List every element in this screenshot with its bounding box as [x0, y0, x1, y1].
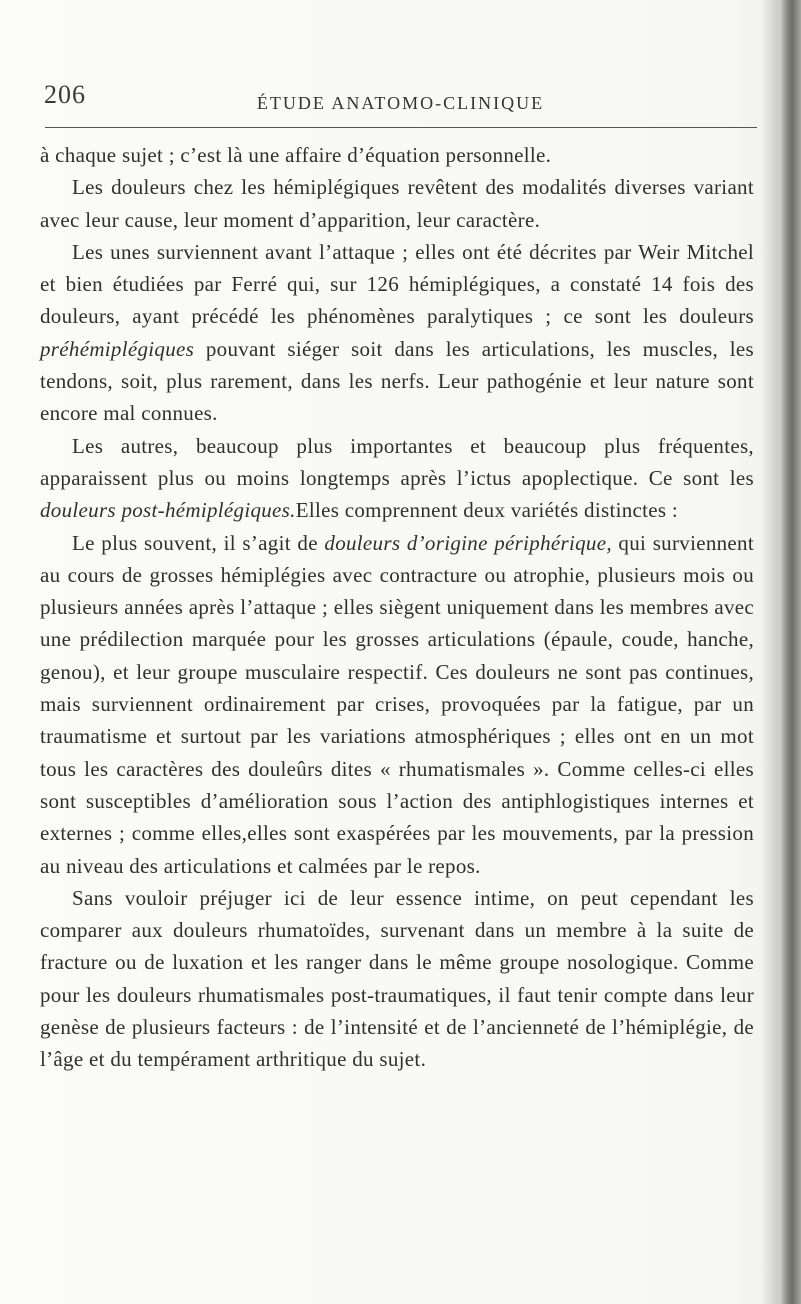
- binding-edge: [779, 0, 801, 1304]
- running-head: ÉTUDE ANATOMO-CLINIQUE: [256, 93, 545, 113]
- paragraph-5: [40, 527, 754, 882]
- term-prehemiplegiques: préhémiplégiques: [40, 336, 195, 361]
- paragraph-3-text-b: pouvant siéger soit dans les articulations, les muscles, les tendons, soit, plus rarement, dans les nerfs. Leur pathogénie et leur nature sont encore mal connues.: [40, 336, 754, 426]
- term-origine-peripherique: douleurs d’origine périphérique,: [324, 530, 612, 555]
- page-number: 206: [44, 80, 86, 109]
- paragraph-5-text-b: qui surviennent au cours de grosses hémiplégies avec contracture ou atrophie, plusieurs mois ou plusieurs années après l’attaque ; elles siègent uniquement dans les membres avec une prédilection marquée pour les grosses articulations (épaule, coude, hanche, genou), et leur groupe musculaire respectif. Ces douleurs ne sont pas continues, mais surviennent ordinairement par crises, provoquées par la fatigue, par un traumatisme et surtout par les variations atmosphériques ; elles ont en un mot tous les caractères des douleûrs dites « rhumatismales ». Comme celles-ci elles sont susceptibles d’amélioration sous l’action des antiphlogistiques internes et externes ; comme elles,elles sont exaspérées par les mouvements, par la pression au niveau des articulations et calmées par le repos.: [40, 530, 754, 878]
- binding-shadow: [761, 0, 779, 1304]
- paragraph-5-text-a: Le plus souvent, il s’agit de: [72, 530, 325, 555]
- term-post-hemiplegiques: douleurs post-hémiplégiques.: [40, 498, 296, 523]
- body-text: [40, 139, 754, 1076]
- paragraph-2: Les douleurs chez les hémiplégiques revêtent des modalités diverses variant avec leur cause, leur moment d’apparition, leur caractère.: [40, 175, 754, 232]
- header-rule: [45, 127, 757, 128]
- paragraph-3: [40, 236, 754, 430]
- paragraph-6: Sans vouloir préjuger ici de leur essence intime, on peut cependant les comparer aux douleurs rhumatoïdes, survenant dans un membre à la suite de fracture ou de luxation et les ranger dans le même groupe nosologique. Comme pour les douleurs rhumatismales post-traumatiques, il faut tenir compte dans leur genèse de plusieurs facteurs : de l’intensité et de l’ancienneté de l’hémiplégie, de l’âge et du tempérament arthritique du sujet.: [40, 885, 754, 1072]
- paragraph-4-text-b: Elles comprennent deux variétés distinctes :: [295, 498, 679, 523]
- paragraph-3-text-a: Les unes surviennent avant l’attaque ; elles ont été décrites par Weir Mitchel et bien étudiées par Ferré qui, sur 126 hémiplégiques, a constaté 14 fois des douleurs, ayant précédé les phénomènes paralytiques ; ce sont les douleurs: [40, 239, 754, 329]
- paragraph-4-text-a: Les autres, beaucoup plus importantes et beaucoup plus fréquentes, apparaissent plus ou moins longtemps après l’ictus apoplectique. Ce sont les: [40, 433, 754, 490]
- paragraph-1: à chaque sujet ; c’est là une affaire d’équation personnelle.: [40, 143, 552, 167]
- paragraph-4: [40, 430, 754, 527]
